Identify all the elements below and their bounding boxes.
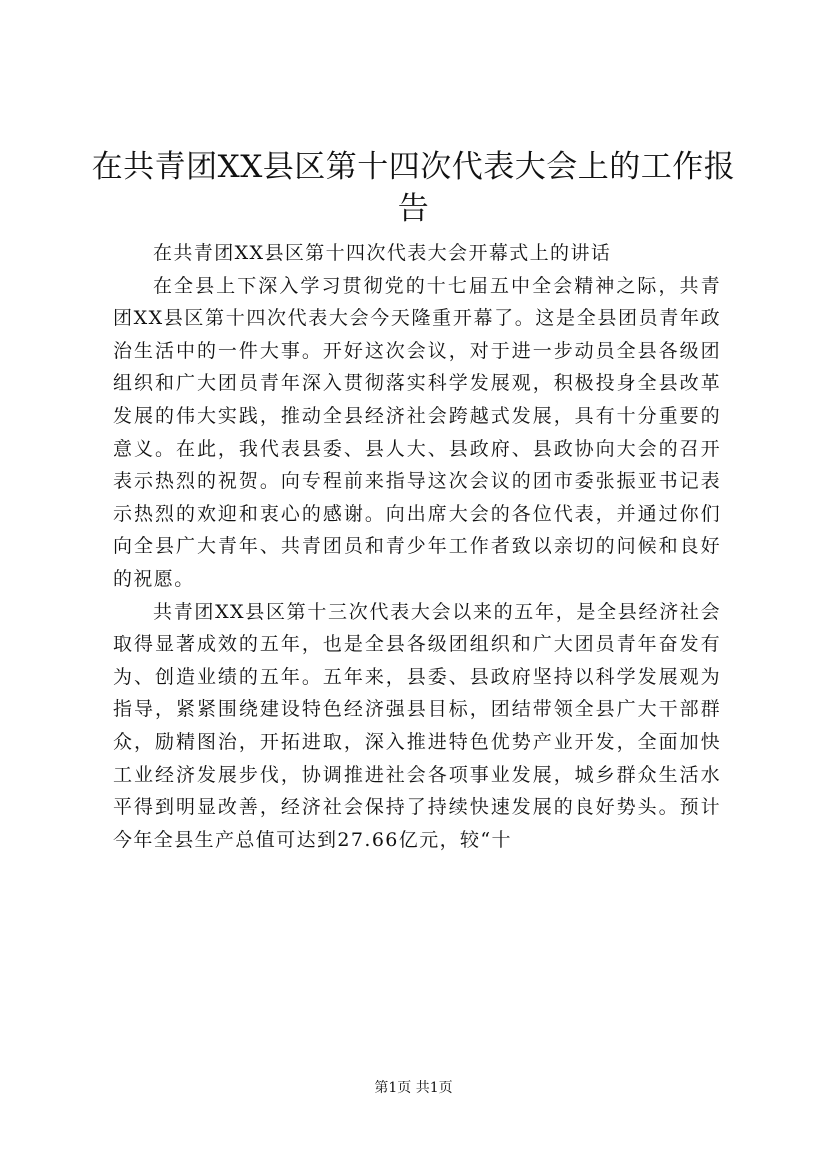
page-number-footer: 第1页 共1页 [374,1080,453,1096]
document-body [113,237,721,856]
document-title: 在共青团XX县区第十四次代表大会上的工作报告 [91,149,736,227]
speech-subtitle: 在共青团XX县区第十四次代表大会开幕式上的讲话 [153,242,612,264]
body-paragraph: 共青团XX县区第十三次代表大会以来的五年，是全县经济社会取得显著成效的五年，也是全县各级团组织和广大团员青年奋发有为、创造业绩的五年。五年来，县委、县政府坚持以科学发展观为指导，紧紧围绕建设特色经济强县目标，团结带领全县广大干部群众，励精图治，开拓进取，深入推进特色优势产业开发，全面加快工业经济发展步伐，协调推进社会各项事业发展，城乡群众生活水平得到明显改善，经济社会保持了持续快速发展的良好势头。预计今年全县生产总值可达到27.66亿元，较“十 [113,600,721,851]
body-paragraph: 在全县上下深入学习贯彻党的十七届五中全会精神之际，共青团XX县区第十四次代表大会今天隆重开幕了。这是全县团员青年政治生活中的一件大事。开好这次会议，对于进一步动员全县各级团组织和广大团员青年深入贯彻落实科学发展观，积极投身全县改革发展的伟大实践，推动全县经济社会跨越式发展，具有十分重要的意义。在此，我代表县委、县人大、县政府、县政协向大会的召开表示热烈的祝贺。向专程前来指导这次会议的团市委张振亚书记表示热烈的欢迎和衷心的感谢。向出席大会的各位代表，并通过你们向全县广大青年、共青团员和青少年工作者致以亲切的问候和良好的祝愿。 [113,274,721,590]
